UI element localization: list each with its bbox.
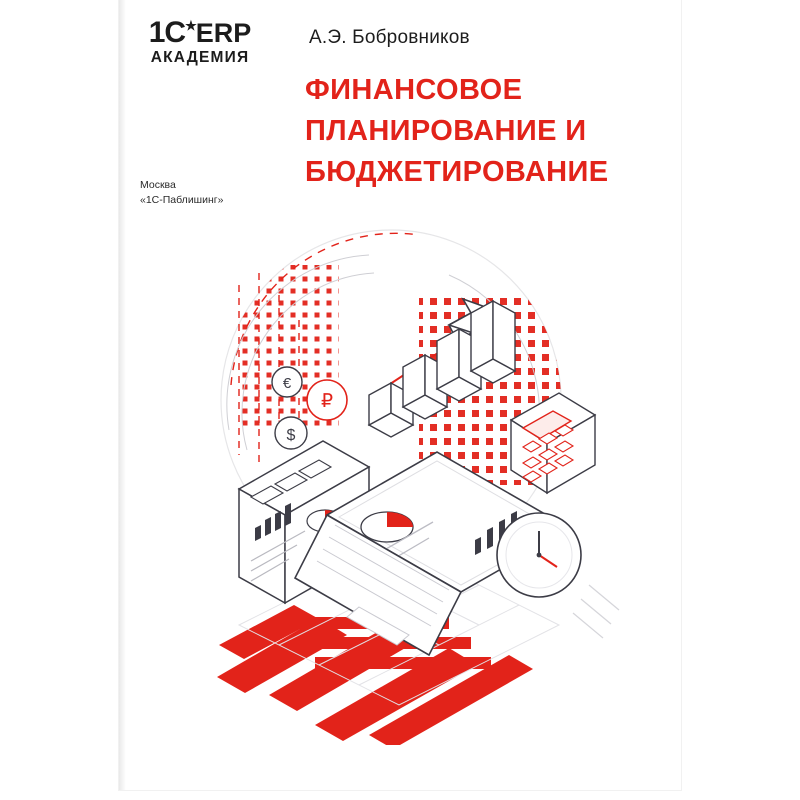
svg-text:€: € — [282, 375, 292, 392]
cover-artwork — [119, 225, 681, 745]
clock — [497, 513, 581, 597]
logo-wordmark — [135, 18, 265, 48]
cover-sheet — [119, 0, 681, 790]
svg-text:₽: ₽ — [320, 391, 334, 412]
coin-ruble — [307, 380, 347, 420]
logo-academy-label: АКАДЕМИЯ — [150, 49, 250, 66]
coin-dollar — [275, 417, 307, 449]
title-line-1: ФИНАНСОВОЕ — [305, 74, 523, 106]
title-line-3: БЮДЖЕТИРОВАНИЕ — [305, 156, 609, 188]
logo-star-icon: ★ — [185, 18, 196, 33]
logo-mark-1c: 1C — [148, 16, 186, 49]
logo-product-erp: ERP — [195, 18, 252, 48]
title-line-2: ПЛАНИРОВАНИЕ И — [305, 115, 587, 147]
imprint-publisher: «1С-Паблишинг» — [140, 194, 224, 206]
motion-lines — [573, 585, 619, 638]
book-title — [305, 70, 665, 193]
svg-text:$: $ — [286, 427, 296, 444]
imprint-block — [140, 178, 223, 208]
coin-euro — [272, 367, 302, 397]
author-name: А.Э. Бобровников — [309, 27, 470, 48]
imprint-city: Москва — [140, 179, 176, 191]
publisher-logo — [135, 18, 265, 67]
